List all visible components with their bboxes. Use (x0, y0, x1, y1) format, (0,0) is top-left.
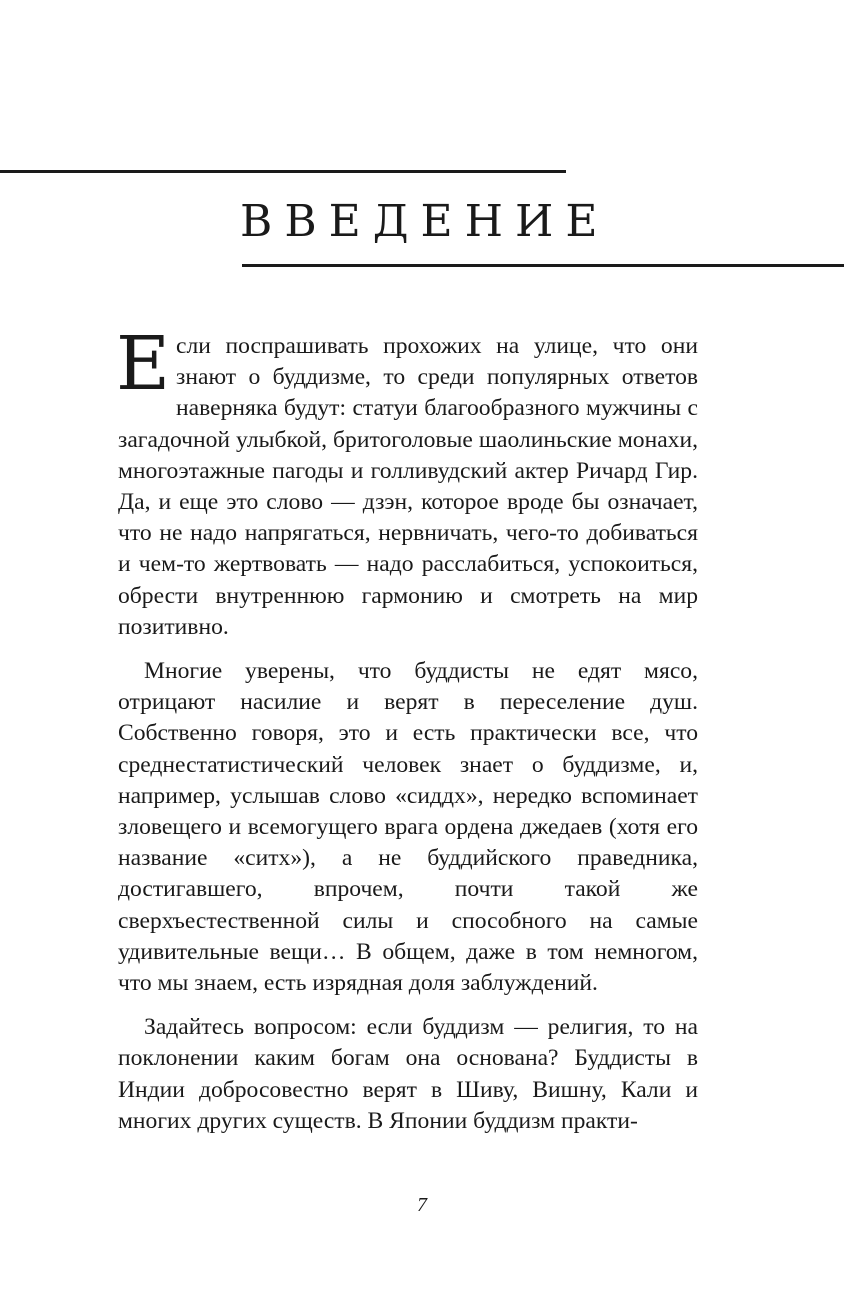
paragraph-3: Задайтесь вопросом: если буддизм — религия, то на поклонении каким богам она основана? Буддисты в Индии добросовестно верят в Шиву, Вишну, Кали и многих других существ. В Японии буддизм практи- (118, 1014, 698, 1134)
chapter-title: ВВЕДЕНИЕ (240, 196, 610, 247)
body-text (116, 321, 698, 1150)
chapter-rule-top (0, 170, 566, 173)
drop-cap: Е (116, 321, 171, 407)
chapter-rule-bottom (242, 264, 844, 267)
page-number: 7 (417, 1194, 427, 1216)
paragraph-2: Многие уверены, что буддисты не едят мясо, отрицают насилие и верят в переселение душ. Собственно говоря, это и есть практически все, что среднестатистический человек знает о буддизме, и, например, услышав слово «сиддх», нередко вспоминает зловещего и всемогущего врага ордена джедаев (хотя его название «ситх»), а не буддийского праведника, достигавшего, впрочем, почти такой же сверхъестественной силы и способного на самые удивительные вещи… В общем, даже в том немногом, что мы знаем, есть изрядная доля заблуждений. (118, 658, 698, 997)
paragraph-1-text: сли поспрашивать прохожих на улице, что они знают о буддизме, то среди популярных ответов наверняка будут: статуи благообразного мужчины с загадочной улыбкой, бритоголовые шаолиньские монахи, многоэтажные пагоды и голливудский актер Ричард Гир. Да, и еще это слово — дзэн, которое вроде бы означает, что не надо напрягаться, нервничать, чего-то добиваться и чем-то жертвовать — надо расслабиться, успокоиться, обрести внутреннюю гармонию и смотреть на мир позитивно. (118, 333, 698, 640)
paragraph-1 (116, 321, 698, 643)
